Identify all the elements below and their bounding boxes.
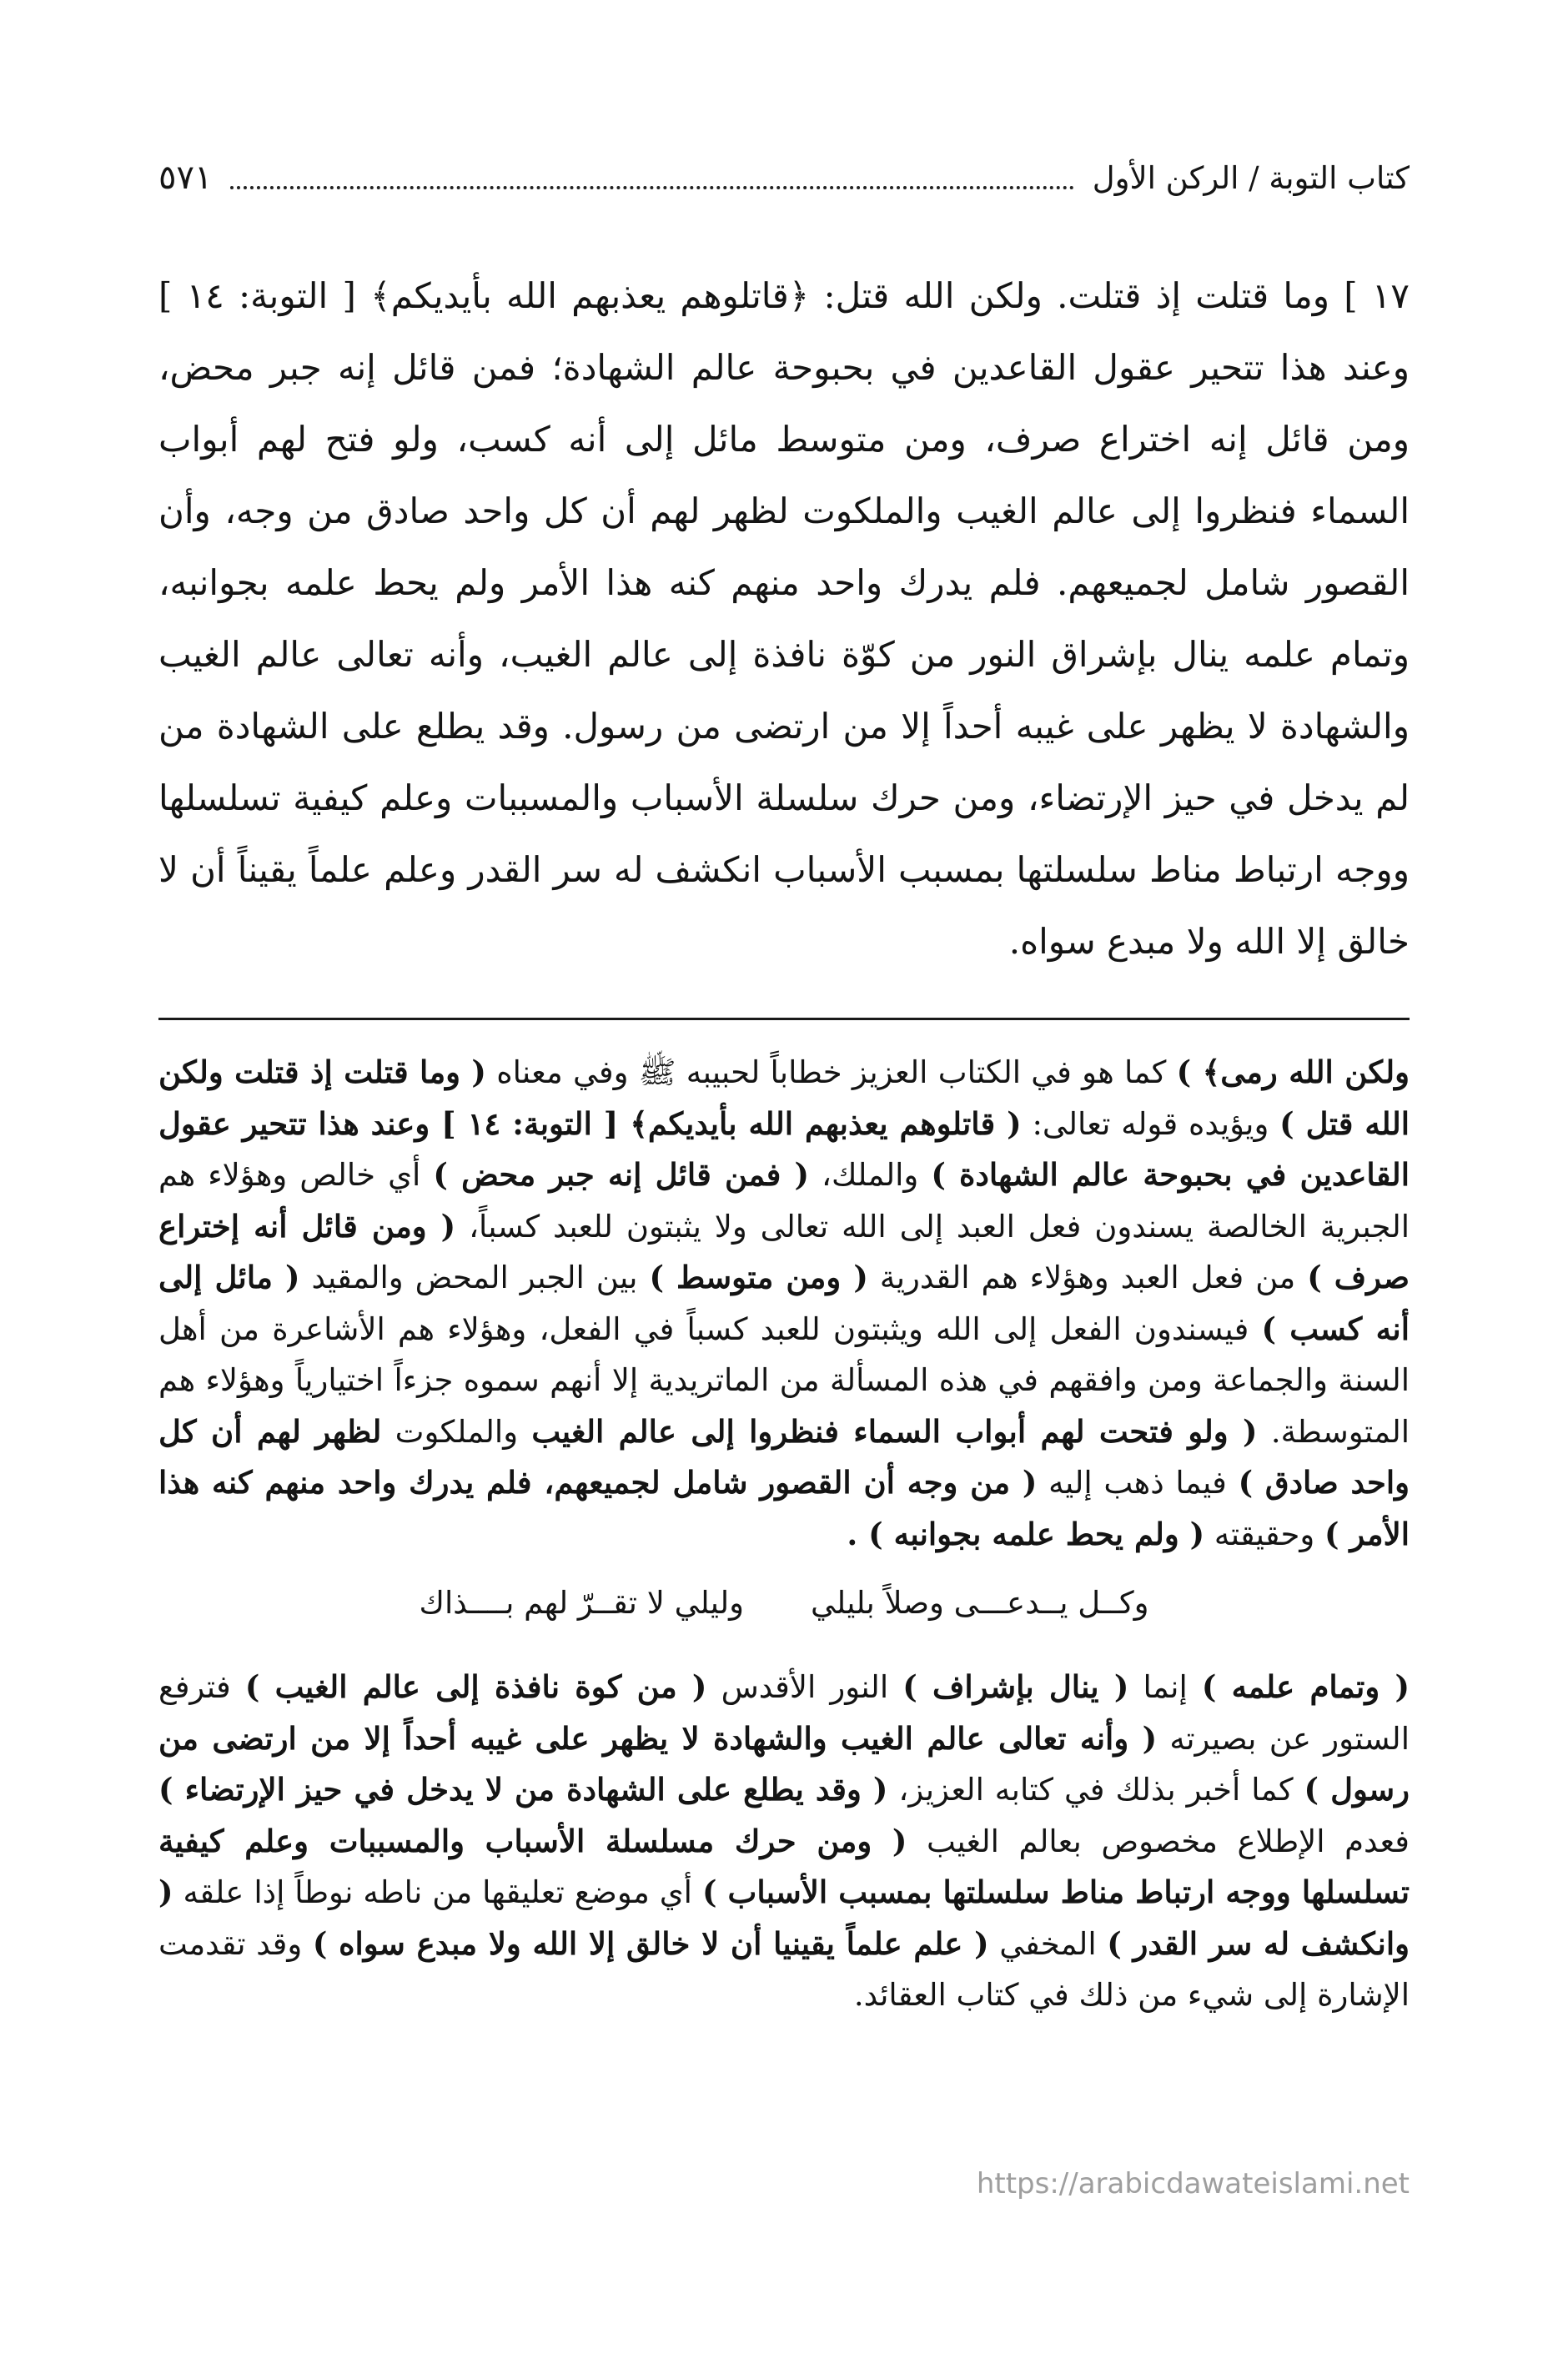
bold-quoted-text: ( وانكشف له سر القدر ) (158, 1874, 1410, 1962)
bold-quoted-text: ( ومن متوسط ) (649, 1259, 868, 1295)
main-text: ١٧ ] وما قتلت إذ قتلت. ولكن الله قتل: ﴿قاتلوهم يعذبهم الله بأيديكم﴾ [ التوبة: ١٤ ] وعند هذا تتحير عقول القاعدين في بحبوحة عالم الشهادة؛ فمن قائل إنه جبر محض، ومن قائل إنه اختراع صرف، ومن متوسط مائل إلى أنه كسب، ولو فتح لهم أبواب السماء فنظروا إلى عالم الغيب والملكوت لظهر لهم أن كل واحد صادق من وجه، وأن القصور شامل لجميعهم. فلم يدرك واحد منهم كنه هذا الأمر ولم يحط علمه بجوانبه، وتمام علمه ينال بإشراق النور من كوّة نافذة إلى عالم الغيب، وأنه تعالى عالم الغيب والشهادة لا يظهر على غيبه أحداً إلا من ارتضى من رسول. وقد يطلع على الشهادة من لم يدخل في حيز الإرتضاء، ومن حرك سلسلة الأسباب والمسببات وعلم كيفية تسلسلها ووجه ارتباط مناط سلسلتها بمسبب الأسباب انكشف له سر القدر وعلم علماً يقيناً أن لا خالق إلا الله ولا مبدع سواه. (158, 275, 1410, 962)
commentary-text: فيسندون الفعل إلى الله ويثبتون للعبد كسباً في الفعل، وهؤلاء هم الأشاعرة من أهل السنة والجماعة ومن وافقهم في هذه المسألة من الماتريدية إلا أنهم سموه جزءاً اختيارياً وهؤلاء هم المتوسطة. (158, 1310, 1410, 1450)
commentary-text: وحقيقته (1204, 1516, 1324, 1552)
bold-quoted-text: ( من وجه أن القصور شامل لجميعهم، فلم يدرك واحد منهم كنه هذا الأمر ) (158, 1464, 1410, 1552)
footnote-divider (158, 1018, 1410, 1020)
commentary-paragraph (158, 1662, 1410, 2021)
bold-quoted-text: ( فمن قائل إنه جبر محض ) (433, 1156, 809, 1193)
running-header (158, 148, 1410, 207)
commentary (158, 1047, 1410, 2021)
bold-quoted-text: ( وأنه تعالى عالم الغيب والشهادة لا يظهر على غيبه أحداً إلا من ارتضى من رسول ) (158, 1719, 1410, 1808)
bold-quoted-text: ( قاتلوهم يعذبهم الله بأيديكم﴾ [ التوبة: ١٤ ] وعند هذا تتحير عقول القاعدين في بحبوحة عالم الشهادة ) (158, 1104, 1410, 1193)
commentary-text: من فعل العبد وهؤلاء هم القدرية (867, 1260, 1308, 1295)
commentary-text: وقد تقدمت الإشارة إلى شيء من ذلك في كتاب العقائد. (158, 1925, 1410, 2013)
commentary-text: إنما (1128, 1669, 1202, 1705)
chapter-title: كتاب التوبة / الركن الأول (1092, 159, 1410, 196)
commentary-text: ويؤيده قوله تعالى: (1021, 1105, 1280, 1142)
commentary-paragraph (158, 1047, 1410, 1560)
commentary-text: فترفع الستور عن بصيرته (158, 1669, 1410, 1757)
bold-quoted-text: ( من كوة نافذة إلى عالم الغيب ) (244, 1668, 707, 1705)
watermark-url: https://arabicdawateislami.net (976, 2167, 1410, 2201)
commentary-text: النور الأقدس (706, 1669, 903, 1705)
verse-second-hemistich: وليلي لا تقــرّ لهم بــــذاك (419, 1585, 744, 1621)
poetry-verse (158, 1573, 1410, 1633)
bold-quoted-text: ( ومن حرك مسلسلة الأسباب والمسببات وعلم كيفية تسلسلها ووجه ارتباط مناط سلسلتها بمسبب الأسباب ) (158, 1822, 1410, 1910)
commentary-text: والملك، (808, 1157, 932, 1193)
commentary-text: بين الجبر المحض والمقيد (299, 1260, 650, 1295)
commentary-text: والملكوت (381, 1413, 532, 1450)
bold-quoted-text: ( ولو فتحت لهم أبواب السماء فنظروا إلى عالم الغيب (531, 1412, 1258, 1450)
commentary-text: كما هو في الكتاب العزيز خطاباً لحبيبه ﷺ وفي معناه (485, 1054, 1177, 1090)
bold-quoted-text: ( وقد يطلع على الشهادة من لا يدخل في حيز الإرتضاء ) (158, 1771, 888, 1808)
bold-quoted-text: ( ومن قائل أنه إختراع صرف ) (158, 1207, 1410, 1295)
bold-quoted-text: ولكن الله رمى﴾ ) (1176, 1054, 1410, 1090)
bold-quoted-text: ( علم علماً يقينيا أن لا خالق إلا الله ولا مبدع سواه ) (312, 1924, 989, 1962)
commentary-text: فعدم الإطلاع مخصوص بعالم الغيب (907, 1823, 1410, 1859)
commentary-text: المخفي (988, 1925, 1108, 1962)
bold-quoted-text: ( وما قتلت إذ قتلت ولكن الله قتل ) (158, 1054, 1410, 1142)
commentary-text: فيما ذهب إليه (1037, 1465, 1239, 1501)
bold-quoted-text: ( مائل إلى أنه كسب ) (158, 1259, 1410, 1347)
header-dot-leader (230, 186, 1073, 189)
bold-quoted-text: ( وتمام علمه ) (1201, 1668, 1410, 1705)
bold-quoted-text: لظهر لهم أن كل واحد صادق ) (158, 1412, 1410, 1501)
bold-quoted-text: ( ولم يحط علمه بجوانبه ) . (847, 1515, 1205, 1552)
page-number: ٥٧١ (158, 158, 213, 197)
bold-quoted-text: ( ينال بإشراف ) (902, 1668, 1129, 1705)
commentary-text: أي موضع تعليقها من ناطه نوطاً إذا علقه (173, 1874, 702, 1910)
commentary-text: أي خالص وهؤلاء هم الجبرية الخالصة يسندون فعل العبد إلى الله تعالى ولا يثبتون للعبد كسباً، (158, 1157, 1410, 1245)
commentary-text: كما أخبر بذلك في كتابه العزيز، (887, 1772, 1304, 1808)
verse-first-hemistich: وكــل يــدعـــى وصلاً بليلي (811, 1585, 1149, 1621)
